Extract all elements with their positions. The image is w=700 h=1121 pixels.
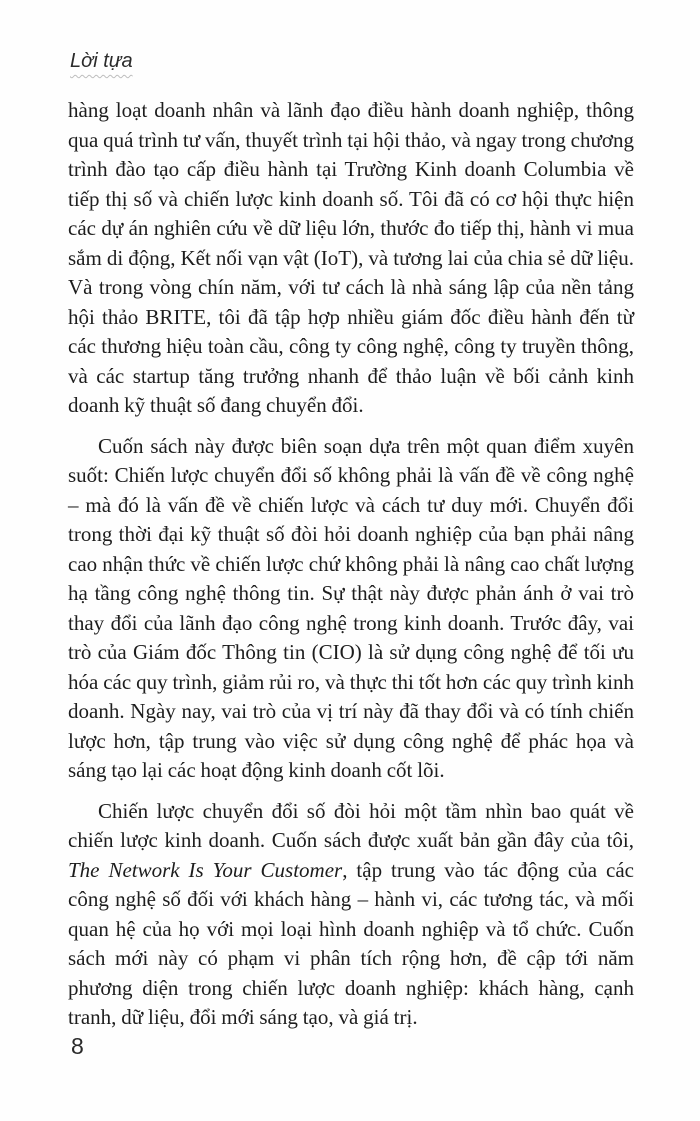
running-header: [70, 50, 133, 73]
paragraph-2: Cuốn sách này được biên soạn dựa trên một quan điểm xuyên suốt: Chiến lược chuyển đổi số không phải là vấn đề về công nghệ – mà đó là vấn đề về chiến lược và cách tư duy mới. Chuyển đổi trong thời đại kỹ thuật số đòi hỏi doanh nghiệp của bạn phải nâng cao nhận thức về chiến lược chứ không phải là nâng cao chất lượng hạ tầng công nghệ thông tin. Sự thật này được phản ánh ở vai trò thay đổi của lãnh đạo công nghệ trong kinh doanh. Trước đây, vai trò của Giám đốc Thông tin (CIO) là sử dụng công nghệ để tối ưu hóa các quy trình, giảm rủi ro, và thực thi tốt hơn các quy trình kinh doanh. Ngày nay, vai trò của vị trí này đã thay đổi và có tính chiến lược hơn, tập trung vào việc sử dụng công nghệ để phác họa và sáng tạo lại các hoạt động kinh doanh cốt lõi.: [68, 433, 634, 782]
page-footer: [71, 1033, 84, 1060]
paragraph-1: hàng loạt doanh nhân và lãnh đạo điều hành doanh nghiệp, thông qua quá trình tư vấn, thuyết trình tại hội thảo, và ngay trong chương trình đào tạo cấp điều hành tại Trường Kinh doanh Columbia về tiếp thị số và chiến lược kinh doanh số. Tôi đã có cơ hội thực hiện các dự án nghiên cứu về dữ liệu lớn, thước đo tiếp thị, hành vi mua sắm di động, Kết nối vạn vật (IoT), và tương lai của chia sẻ dữ liệu. Và trong vòng chín năm, với tư cách là nhà sáng lập của nền tảng hội thảo BRITE, tôi đã tập hợp nhiều giám đốc điều hành đến từ các thương hiệu toàn cầu, công ty công nghệ, công ty truyền thông, và các startup tăng trưởng nhanh để thảo luận về bối cảnh kinh doanh kỹ thuật số đang chuyển đổi.: [68, 98, 634, 417]
paragraph-3-text-after-title: , tập trung vào tác động của các công nghệ số đối với khách hàng – hành vi, các tương tác, và mối quan hệ của họ với mọi loại hình doanh nghiệp và tổ chức. Cuốn sách mới này có phạm vi phân tích rộng hơn, đề cập tới năm phương diện trong chiến lược doanh nghiệp: khách hàng, cạnh tranh, dữ liệu, đổi mới sáng tạo, và giá trị.: [68, 857, 634, 1029]
page-number: 8: [71, 1033, 84, 1059]
page-body: [68, 96, 634, 1044]
paragraph-3-text-before-title: Chiến lược chuyển đổi số đòi hỏi một tầm nhìn bao quát về chiến lược kinh doanh. Cuốn sách được xuất bản gần đây của tôi,: [68, 798, 634, 852]
book-title-italic: The Network Is Your Customer: [68, 857, 343, 882]
running-header-label: Lời tựa: [70, 50, 133, 72]
paragraph-3: [68, 797, 634, 1033]
